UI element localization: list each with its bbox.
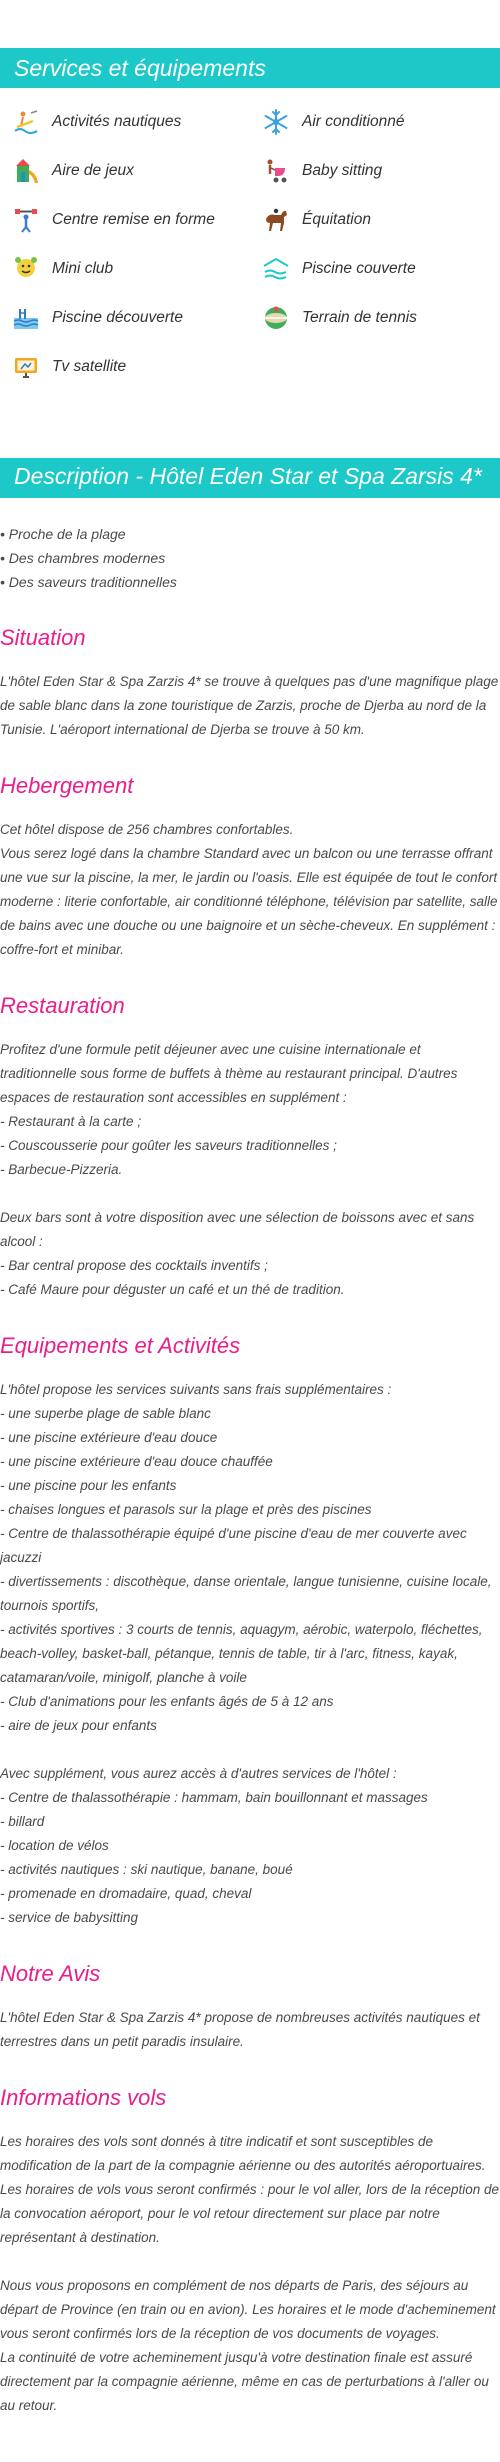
fitness-icon <box>10 204 42 236</box>
section-title: Equipements et Activités <box>0 1333 241 1358</box>
service-label: Aire de jeux <box>52 161 134 179</box>
service-item-aire-de-jeux <box>10 151 260 190</box>
kids-club-icon <box>10 253 42 285</box>
section-text: L'hôtel propose les services suivants sans frais supplémentaires : - une superbe plage de sable blanc - une piscine extérieure d'eau douce - une piscine extérieure d'eau douce chauffée - une piscine pour les enfants - chaises longues et parasols sur la plage et près des piscines - Centre de thalassothérapie équipé d'une piscine d'eau de mer couverte avec jacuzzi - divertissements : discothèque, danse orientale, langue tunisienne, cuisine locale, tournois sportifs, - activités sportives : 3 courts de tennis, aquagym, aérobic, waterpolo, fléchettes, beach-volley, basket-ball, pétanque, tennis de table, tir à l'arc, fitness, kayak, catamaran/voile, minigolf, planche à voile - Club d'animations pour les enfants âgés de 5 à 12 ans - aire de jeux pour enfants <box>0 1382 492 1733</box>
service-label: Tv satellite <box>52 357 127 375</box>
section-text: L'hôtel Eden Star & Spa Zarzis 4* se trouve à quelques pas d'une magnifique plage de sable blanc dans la zone touristique de Zarzis, proche de Djerba au nord de la Tunisie. L'aéroport international de Djerba se trouve à 50 km. <box>0 674 499 737</box>
highlight-item: • Des saveurs traditionnelles <box>0 570 500 594</box>
section-title: Hebergement <box>0 773 134 798</box>
section-text: Deux bars sont à votre disposition avec une sélection de boissons avec et sans alcool : - Bar central propose des cocktails inventifs ; - Café Maure pour déguster un café et un thé de tradition. <box>0 1210 475 1297</box>
service-item-equitation <box>260 200 500 239</box>
highlights-list <box>0 498 500 594</box>
service-item-terrain-de-tennis <box>260 298 500 337</box>
highlight-item: • Des chambres modernes <box>0 546 500 570</box>
service-label: Air conditionné <box>302 112 405 130</box>
service-label: Terrain de tennis <box>302 308 417 326</box>
section-title: Notre Avis <box>0 1961 101 1986</box>
service-label: Mini club <box>52 259 114 277</box>
horse-icon <box>260 204 292 236</box>
indoor-pool-icon <box>260 253 292 285</box>
section-text: Nous vous proposons en complément de nos départs de Paris, des séjours au départ de Province (en train ou en avion). Les horaires et le mode d'acheminement vous seront confirmés lors de la réception de vos documents de voyages. La continuité de votre acheminement jusqu'à votre destination finale est assuré directement par la compagnie aérienne, même en cas de perturbations à l'aller ou au retour. <box>0 2278 496 2413</box>
service-label: Piscine découverte <box>52 308 183 326</box>
section-hebergement <box>0 772 500 962</box>
section-title: Restauration <box>0 993 125 1018</box>
description-banner: Description - Hôtel Eden Star et Spa Zarsis 4* <box>0 458 500 498</box>
service-label: Baby sitting <box>302 161 383 179</box>
section-equipements <box>0 1332 500 1930</box>
section-text: L'hôtel Eden Star & Spa Zarzis 4* propose de nombreuses activités nautiques et terrestres dans un petit paradis insulaire. <box>0 2010 480 2049</box>
section-informations-vols <box>0 2084 500 2418</box>
service-item-piscine-decouverte <box>10 298 260 337</box>
playground-icon <box>10 155 42 187</box>
tennis-icon <box>260 302 292 334</box>
stroller-icon <box>260 155 292 187</box>
section-title: Situation <box>0 625 86 650</box>
section-restauration <box>0 992 500 1302</box>
service-label: Piscine couverte <box>302 259 416 277</box>
service-item-centre-remise-en-forme <box>10 200 260 239</box>
snowflake-icon <box>260 106 292 138</box>
service-item-tv-satellite <box>10 347 260 386</box>
section-text: Profitez d'une formule petit déjeuner avec une cuisine internationale et traditionnelle sous forme de buffets à thème au restaurant principal. D'autres espaces de restauration sont accessibles en supplément : - Restaurant à la carte ; - Couscousserie pour goûter les saveurs traditionnelles ; - Barbecue-Pizzeria. <box>0 1042 458 1177</box>
service-item-baby-sitting <box>260 151 500 190</box>
section-text: Cet hôtel dispose de 256 chambres confortables. Vous serez logé dans la chambre Standard avec un balcon ou une terrasse offrant une vue sur la piscine, la mer, le jardin ou l'oasis. Elle est équipée de tout le confort moderne : literie confortable, air conditionné téléphone, télévision par satellite, salle de bains avec une douche ou une baignoire et un sèche-cheveux. En supplément : coffre-fort et minibar. <box>0 822 498 957</box>
service-label: Équitation <box>302 210 371 228</box>
section-text: Les horaires des vols sont donnés à titre indicatif et sont susceptibles de modification de la part de la compagnie aérienne ou des autorités aéroportuaires. Les horaires de vols vous seront confirmés : pour le vol aller, lors de la réception de la convocation aéroport, pour le vol retour directement sur place par notre représentant à destination. <box>0 2134 500 2245</box>
section-situation <box>0 624 500 742</box>
watersports-icon <box>10 106 42 138</box>
tv-icon <box>10 351 42 383</box>
service-item-mini-club <box>10 249 260 288</box>
services-grid <box>0 88 500 394</box>
highlight-item: • Proche de la plage <box>0 522 500 546</box>
outdoor-pool-icon <box>10 302 42 334</box>
service-label: Centre remise en forme <box>52 210 215 228</box>
section-notre-avis <box>0 1960 500 2054</box>
service-item-activites-nautiques <box>10 102 260 141</box>
section-text: Avec supplément, vous aurez accès à d'autres services de l'hôtel : - Centre de thalassothérapie : hammam, bain bouillonnant et massages - billard - location de vélos - activités nautiques : ski nautique, banane, boué - promenade en dromadaire, quad, cheval - service de babysitting <box>0 1766 428 1925</box>
service-item-air-conditionne <box>260 102 500 141</box>
section-title: Informations vols <box>0 2085 167 2110</box>
services-banner: Services et équipements <box>0 48 500 88</box>
service-item-piscine-couverte <box>260 249 500 288</box>
service-label: Activités nautiques <box>52 112 182 130</box>
